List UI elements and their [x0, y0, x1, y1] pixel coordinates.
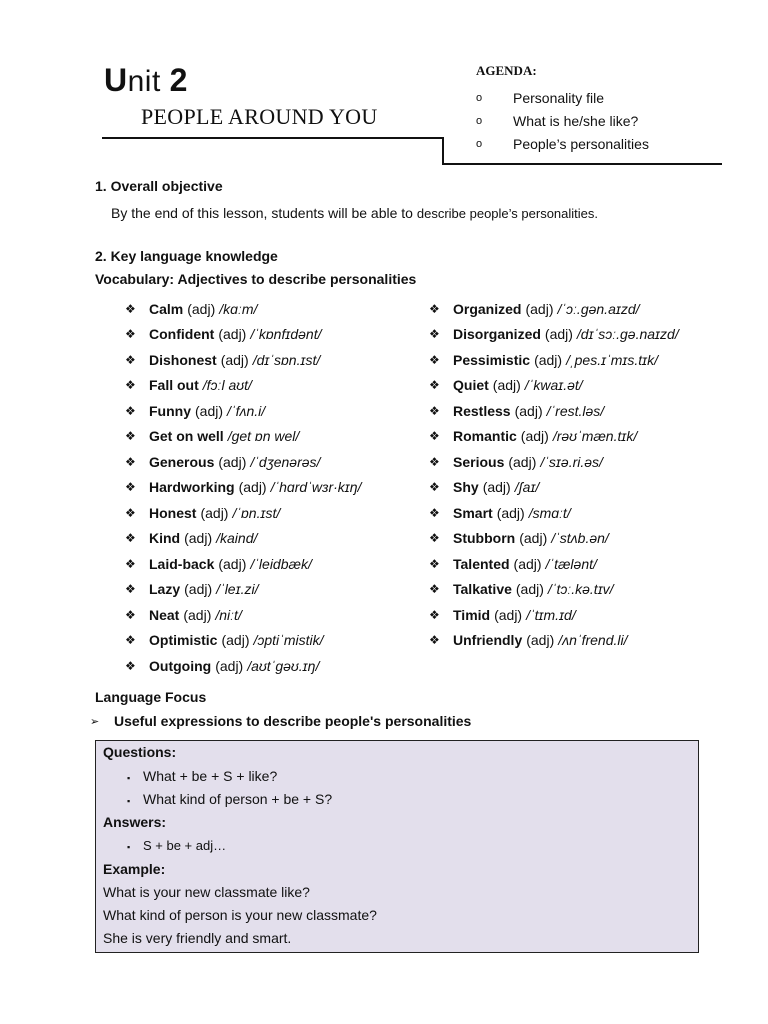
vocab-pronunciation: /niːt/: [215, 606, 242, 623]
vocab-word: Organized: [453, 300, 522, 317]
answer-item: [103, 838, 226, 853]
diamond-bullet-icon: ❖: [429, 582, 440, 597]
vocab-part-of-speech: (adj): [526, 632, 555, 649]
vocab-item: [429, 398, 679, 424]
diamond-bullet-icon: ❖: [429, 633, 440, 648]
vocab-pronunciation: /ˈhɑrdˈwɜr·kɪŋ/: [270, 479, 362, 496]
vocab-word: Fall out: [149, 377, 199, 394]
vocab-item: [125, 602, 361, 628]
vocab-word: Lazy: [149, 581, 181, 598]
example-line: What kind of person is your new classmate?: [103, 907, 377, 923]
vocab-word: Kind: [149, 530, 181, 547]
vocab-part-of-speech: (adj): [520, 428, 549, 445]
agenda-item-label: People’s personalities: [513, 135, 649, 152]
vocab-word: Unfriendly: [453, 632, 523, 649]
diamond-bullet-icon: ❖: [429, 607, 440, 622]
vocab-word: Talented: [453, 555, 510, 572]
vocab-part-of-speech: (adj): [218, 555, 247, 572]
vocab-pronunciation: /get ɒn wel/: [227, 428, 300, 445]
answers-label: [103, 814, 166, 830]
vocab-word: Generous: [149, 453, 215, 470]
question-text: What kind of person + be + S?: [143, 791, 333, 807]
vocab-item: [429, 322, 679, 348]
diamond-bullet-icon: ❖: [429, 327, 440, 342]
vocab-pronunciation: /ʌnˈfrend.li/: [558, 632, 628, 649]
vocab-pronunciation: /ˈɔː.ɡən.aɪzd/: [557, 300, 640, 317]
agenda-bullet: o: [476, 114, 483, 127]
agenda-list: [476, 86, 649, 155]
vocab-word: Stubborn: [453, 530, 516, 547]
unit-title: [104, 62, 188, 99]
vocab-item: [125, 373, 361, 399]
vocab-item: [429, 526, 679, 552]
vocab-list-right: [429, 296, 679, 653]
questions-label-text: Questions:: [103, 744, 177, 760]
vocab-item: [125, 347, 361, 373]
vocab-pronunciation: /ˈsɪə.ri.əs/: [540, 453, 603, 470]
vocab-item: [125, 398, 361, 424]
vocab-part-of-speech: (adj): [187, 300, 216, 317]
vocab-word: Outgoing: [149, 657, 212, 674]
vocab-pronunciation: /ˈkɒnfɪdənt/: [250, 326, 322, 343]
vocab-word: Neat: [149, 606, 180, 623]
example-line: What is your new classmate like?: [103, 884, 310, 900]
unit-number: 2: [169, 62, 188, 98]
vocab-item: [429, 628, 679, 654]
vocab-word: Dishonest: [149, 351, 217, 368]
agenda-bullet: o: [476, 137, 483, 150]
vocab-part-of-speech: (adj): [184, 581, 213, 598]
header-divider-right: [442, 163, 722, 165]
diamond-bullet-icon: ❖: [429, 378, 440, 393]
diamond-bullet-icon: ❖: [429, 556, 440, 571]
agenda-item: [476, 109, 649, 132]
vocab-word: Shy: [453, 479, 479, 496]
vocab-pronunciation: /aʊtˈɡəʊ.ɪŋ/: [247, 657, 320, 674]
vocab-item: [125, 296, 361, 322]
vocab-part-of-speech: (adj): [515, 581, 544, 598]
vocab-part-of-speech: (adj): [200, 504, 229, 521]
diamond-bullet-icon: ❖: [429, 505, 440, 520]
vocab-pronunciation: /dɪˈsɒn.ɪst/: [252, 351, 321, 368]
diamond-bullet-icon: ❖: [429, 429, 440, 444]
question-item: [103, 768, 277, 784]
vocab-word: Pessimistic: [453, 351, 531, 368]
vocab-pronunciation: /kɑːm/: [219, 300, 258, 317]
diamond-bullet-icon: ❖: [125, 352, 136, 367]
diamond-bullet-icon: ❖: [125, 658, 136, 673]
vocab-pronunciation: /ˌpes.ɪˈmɪs.tɪk/: [566, 351, 659, 368]
diamond-bullet-icon: ❖: [125, 556, 136, 571]
vocab-part-of-speech: (adj): [220, 351, 249, 368]
useful-expressions: [90, 713, 471, 729]
agenda-item-label: What is he/she like?: [513, 112, 639, 129]
vocab-word: Timid: [453, 606, 491, 623]
vocab-part-of-speech: (adj): [184, 530, 213, 547]
vocab-part-of-speech: (adj): [519, 530, 548, 547]
vocab-pronunciation: /ʃaɪ/: [514, 479, 540, 496]
vocab-part-of-speech: (adj): [508, 453, 537, 470]
vocab-part-of-speech: (adj): [238, 479, 267, 496]
question-text: What + be + S + like?: [143, 768, 278, 784]
vocab-pronunciation: /ˈɒn.ɪst/: [232, 504, 281, 521]
agenda-item: [476, 132, 649, 155]
vocab-pronunciation: /ˈstʌb.ən/: [551, 530, 609, 547]
diamond-bullet-icon: ❖: [429, 301, 440, 316]
vocab-pronunciation: /ˈleidbæk/: [250, 555, 312, 572]
vocab-part-of-speech: (adj): [492, 377, 521, 394]
diamond-bullet-icon: ❖: [125, 403, 136, 418]
vocab-item: [429, 577, 679, 603]
square-bullet-icon: ▪: [127, 842, 131, 852]
vocab-pronunciation: /dɪˈsɔː.ɡə.naɪzd/: [576, 326, 679, 343]
vocab-item: [429, 373, 679, 399]
vocab-word: Calm: [149, 300, 184, 317]
agenda-item-label: Personality file: [513, 89, 605, 106]
vocab-word: Hardworking: [149, 479, 235, 496]
arrow-bullet-icon: ➢: [90, 715, 100, 728]
vocab-part-of-speech: (adj): [544, 326, 573, 343]
expressions-box: [95, 740, 699, 953]
vocab-item: [125, 424, 361, 450]
vocab-item: [125, 577, 361, 603]
example-label: [103, 861, 165, 877]
square-bullet-icon: ▪: [127, 796, 131, 806]
vocab-pronunciation: /ɔptiˈmistik/: [253, 632, 324, 649]
objective-text-end: describe people’s personalities.: [416, 206, 599, 221]
vocab-word: Get on well: [149, 428, 224, 445]
vocab-item: [429, 551, 679, 577]
vocab-item: [429, 475, 679, 501]
objective-text: [111, 205, 598, 221]
vocab-word: Talkative: [453, 581, 512, 598]
vocab-pronunciation: /ˈrest.ləs/: [546, 402, 605, 419]
vocab-item: [429, 500, 679, 526]
diamond-bullet-icon: ❖: [125, 531, 136, 546]
diamond-bullet-icon: ❖: [429, 480, 440, 495]
diamond-bullet-icon: ❖: [125, 607, 136, 622]
vocab-pronunciation: /smɑːt/: [528, 504, 571, 521]
vocab-item: [125, 653, 361, 679]
diamond-bullet-icon: ❖: [125, 505, 136, 520]
vocab-word: Laid-back: [149, 555, 215, 572]
vocab-item: [125, 551, 361, 577]
vocab-word: Honest: [149, 504, 197, 521]
vocab-pronunciation: /ˈtælənt/: [545, 555, 597, 572]
objective-text-start: By the end of this lesson, students will be able to: [111, 205, 417, 221]
vocab-pronunciation: /ˈdʒenərəs/: [250, 453, 321, 470]
vocab-item: [429, 602, 679, 628]
unit-subtitle: PEOPLE AROUND YOU: [141, 104, 378, 129]
vocab-pronunciation: /fɔːl aʊt/: [202, 377, 252, 394]
unit-title-text: nit: [127, 65, 170, 98]
vocab-part-of-speech: (adj): [218, 453, 247, 470]
diamond-bullet-icon: ❖: [125, 582, 136, 597]
vocab-part-of-speech: (adj): [221, 632, 250, 649]
header-divider-left: [102, 137, 444, 139]
vocab-part-of-speech: (adj): [195, 402, 224, 419]
vocab-pronunciation: /ˈtɔː.kə.tɪv/: [547, 581, 614, 598]
vocab-part-of-speech: (adj): [218, 326, 247, 343]
vocab-word: Confident: [149, 326, 215, 343]
vocab-part-of-speech: (adj): [494, 606, 523, 623]
diamond-bullet-icon: ❖: [429, 352, 440, 367]
vocab-pronunciation: /ˈfʌn.i/: [227, 402, 266, 419]
diamond-bullet-icon: ❖: [125, 301, 136, 316]
answers-label-text: Answers:: [103, 814, 167, 830]
vocab-word: Restless: [453, 402, 511, 419]
objective-heading: 1. Overall objective: [95, 178, 223, 194]
agenda-label: AGENDA:: [476, 63, 537, 78]
answer-text: S + be + adj…: [143, 838, 227, 853]
vocab-list-left: [125, 296, 361, 679]
vocab-part-of-speech: (adj): [183, 606, 212, 623]
vocab-part-of-speech: (adj): [482, 479, 511, 496]
vocab-item: [125, 322, 361, 348]
vocab-item: [125, 526, 361, 552]
agenda-item: [476, 86, 649, 109]
example-label-text: Example:: [103, 861, 166, 877]
diamond-bullet-icon: ❖: [125, 633, 136, 648]
vocab-item: [429, 449, 679, 475]
key-language-heading: 2. Key language knowledge: [95, 248, 278, 264]
vocab-item: [125, 475, 361, 501]
vocab-item: [429, 347, 679, 373]
vocab-part-of-speech: (adj): [514, 402, 543, 419]
diamond-bullet-icon: ❖: [125, 429, 136, 444]
diamond-bullet-icon: ❖: [125, 454, 136, 469]
vocab-pronunciation: /ˈkwaɪ.ət/: [524, 377, 583, 394]
vocab-part-of-speech: (adj): [525, 300, 554, 317]
diamond-bullet-icon: ❖: [125, 327, 136, 342]
example-line: She is very friendly and smart.: [103, 930, 292, 946]
vocab-pronunciation: /kaind/: [216, 530, 258, 547]
square-bullet-icon: ▪: [127, 773, 131, 783]
vocab-item: [125, 500, 361, 526]
vocab-word: Serious: [453, 453, 505, 470]
vocab-pronunciation: /rəʊˈmæn.tɪk/: [552, 428, 638, 445]
unit-title-initial: U: [104, 62, 128, 98]
header-divider-step: [442, 137, 444, 165]
vocab-word: Smart: [453, 504, 493, 521]
vocab-word: Disorganized: [453, 326, 541, 343]
vocab-part-of-speech: (adj): [215, 657, 244, 674]
vocab-word: Optimistic: [149, 632, 218, 649]
vocab-item: [429, 296, 679, 322]
agenda-bullet: o: [476, 91, 483, 104]
vocab-item: [125, 449, 361, 475]
diamond-bullet-icon: ❖: [125, 480, 136, 495]
vocabulary-heading: Vocabulary: Adjectives to describe personalities: [95, 271, 417, 287]
questions-label: [103, 744, 176, 760]
vocab-part-of-speech: (adj): [496, 504, 525, 521]
diamond-bullet-icon: ❖: [429, 454, 440, 469]
diamond-bullet-icon: ❖: [125, 378, 136, 393]
vocab-pronunciation: /ˈleɪ.zi/: [216, 581, 259, 598]
language-focus-heading: Language Focus: [95, 689, 207, 705]
vocab-word: Romantic: [453, 428, 517, 445]
diamond-bullet-icon: ❖: [429, 403, 440, 418]
vocab-part-of-speech: (adj): [513, 555, 542, 572]
vocab-word: Quiet: [453, 377, 489, 394]
vocab-item: [429, 424, 679, 450]
vocab-part-of-speech: (adj): [534, 351, 563, 368]
vocab-pronunciation: /ˈtɪm.ɪd/: [526, 606, 576, 623]
diamond-bullet-icon: ❖: [429, 531, 440, 546]
question-item: [103, 791, 332, 807]
useful-expressions-label: Useful expressions to describe people's personalities: [114, 713, 472, 729]
vocab-item: [125, 628, 361, 654]
vocab-word: Funny: [149, 402, 191, 419]
